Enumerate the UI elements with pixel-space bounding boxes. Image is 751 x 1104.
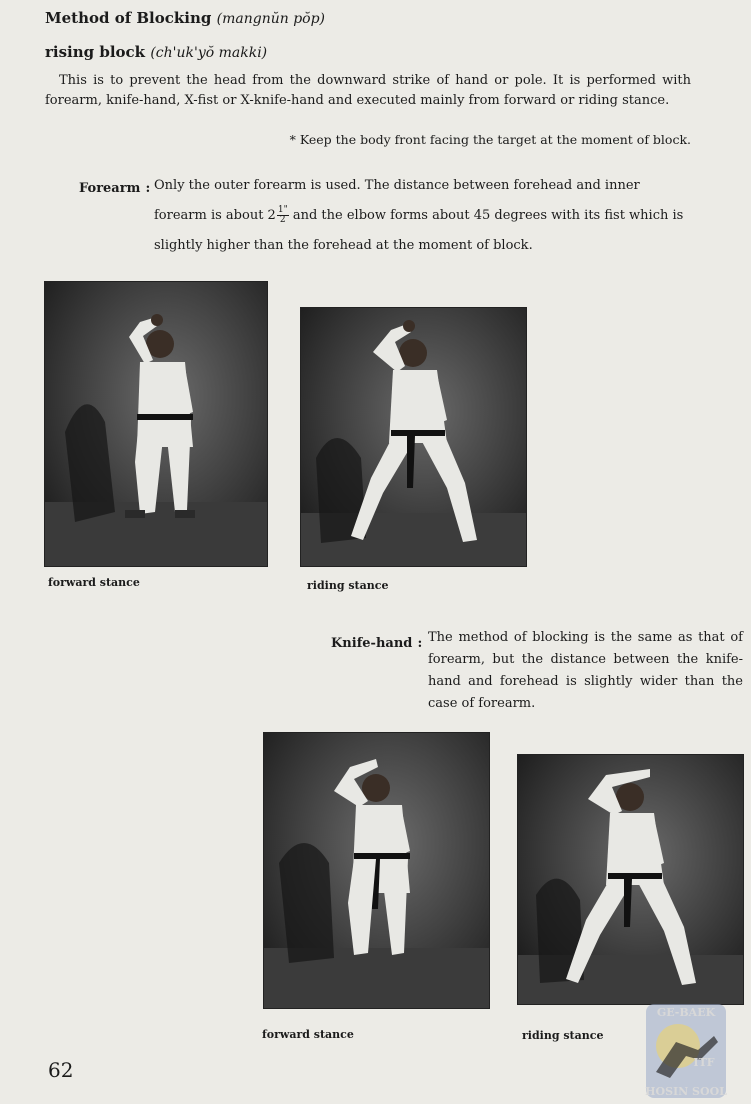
- intro-paragraph: This is to prevent the head from the downward strike of hand or pole. It is performed with forearm, knife-hand, X-fist or X-knife-hand and executed mainly from forward or riding stance.: [45, 73, 691, 108]
- forearm-line-2-start: forearm is about 2: [154, 208, 276, 223]
- forearm-description: [154, 171, 694, 261]
- photo-forearm-riding-stance: [301, 308, 526, 566]
- forearm-colon: :: [145, 181, 151, 196]
- forearm-line-3: slightly higher than the forehead at the moment of block.: [154, 238, 533, 253]
- page-number: 62: [48, 1058, 74, 1082]
- logo-middle-text: ITF: [693, 1056, 715, 1069]
- fraction-denominator: 2: [279, 215, 286, 225]
- page-title: [45, 9, 325, 27]
- title-text: Method of Blocking: [45, 9, 212, 27]
- forearm-term-block: [79, 177, 150, 196]
- forearm-line-2-end: and the elbow forms about 45 degrees with its fist which is: [292, 208, 684, 223]
- fraction: [277, 206, 289, 225]
- forearm-line-2: [154, 201, 694, 231]
- caption-knife-hand-forward: forward stance: [262, 1028, 354, 1041]
- logo-top-text: GE-BAEK: [656, 1006, 716, 1019]
- fraction-numerator: 1": [277, 205, 288, 215]
- knife-hand-colon: :: [417, 636, 423, 651]
- knife-hand-description: The method of blocking is the same as that of forearm, but the distance between the knife-hand and forehead is slightly wider than the case of forearm.: [428, 630, 743, 711]
- photo-knife-hand-forward-stance: [264, 733, 489, 1008]
- note-text: * Keep the body front facing the target at the moment of block.: [289, 132, 691, 147]
- knife-hand-term: Knife-hand: [331, 636, 413, 651]
- photo-forearm-forward-stance: [45, 282, 267, 566]
- caption-knife-hand-riding: riding stance: [522, 1029, 604, 1042]
- caption-forearm-riding: riding stance: [307, 579, 389, 592]
- caption-forearm-forward: forward stance: [48, 576, 140, 589]
- section-title: [45, 43, 267, 61]
- logo-bottom-text: HOSIN SOOL: [645, 1085, 727, 1098]
- photo-knife-hand-riding-stance: [518, 755, 743, 1004]
- forearm-line-1: Only the outer forearm is used. The distance between forehead and inner: [154, 178, 640, 193]
- subtitle-text: rising block: [45, 43, 146, 61]
- subtitle-romanized: (ch'uk'yŏ makki): [150, 45, 268, 61]
- title-romanized: (mangnŭn pŏp): [216, 11, 326, 27]
- watermark-logo: [616, 1002, 751, 1104]
- knife-hand-term-block: [331, 632, 422, 651]
- forearm-term: Forearm: [79, 181, 141, 196]
